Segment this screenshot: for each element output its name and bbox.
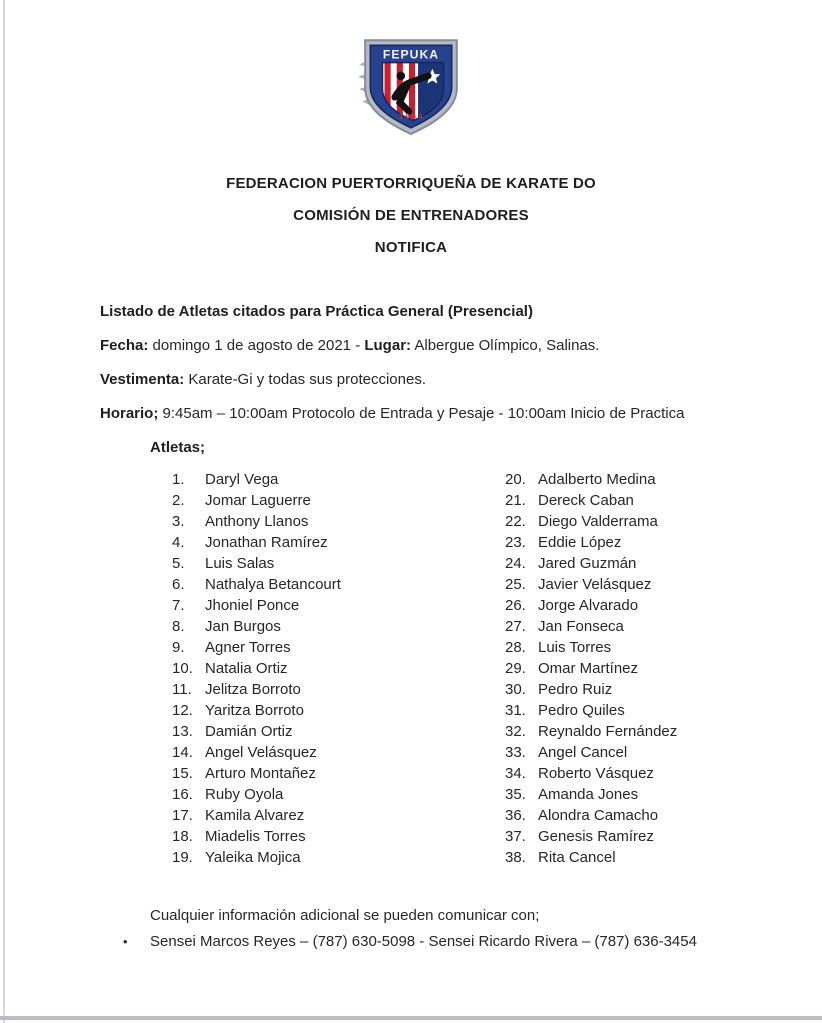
contact-text: Sensei Marcos Reyes – (787) 630-5098 - Sensei Ricardo Rivera – (787) 636-3454	[150, 933, 697, 950]
athlete-number: 5.	[172, 555, 185, 572]
list-item	[172, 721, 505, 742]
athlete-name: Pedro Quiles	[538, 702, 625, 719]
scan-edge-bottom	[0, 1016, 822, 1020]
fecha-lugar-line	[100, 336, 726, 356]
athlete-name: Yaritza Borroto	[205, 702, 304, 719]
athlete-number: 13.	[172, 723, 193, 740]
athlete-number: 3.	[172, 513, 185, 530]
athlete-name: Jhoniel Ponce	[205, 597, 300, 614]
list-item	[172, 553, 505, 574]
athlete-name: Jan Burgos	[205, 618, 281, 635]
list-item	[505, 553, 677, 574]
federation-title: FEDERACION PUERTORRIQUEÑA DE KARATE DO	[226, 175, 596, 192]
athlete-name: Pedro Ruiz	[538, 681, 613, 698]
list-item	[172, 490, 505, 511]
fecha-value: domingo 1 de agosto de 2021 -	[148, 337, 365, 354]
athlete-name: Luis Salas	[205, 555, 275, 572]
list-item	[505, 595, 677, 616]
athlete-name: Jared Guzmán	[538, 555, 637, 572]
athlete-number: 15.	[172, 765, 193, 782]
list-item	[505, 784, 677, 805]
vestimenta-line	[100, 370, 726, 390]
athlete-name: Damián Ortiz	[205, 723, 293, 740]
athlete-number: 36.	[505, 807, 526, 824]
list-item	[505, 742, 677, 763]
athlete-number: 22.	[505, 513, 526, 530]
additional-info-line: Cualquier información adicional se pueden comunicar con;	[150, 907, 540, 924]
athlete-name: Angel Cancel	[538, 744, 628, 761]
athlete-name: Javier Velásquez	[538, 576, 652, 593]
athlete-name: Arturo Montañez	[205, 765, 316, 782]
list-item	[172, 532, 505, 553]
athlete-number: 1.	[172, 471, 185, 488]
athlete-number: 19.	[172, 849, 193, 866]
list-item	[505, 805, 677, 826]
athlete-name: Yaleika Mojica	[205, 849, 301, 866]
list-item	[172, 574, 505, 595]
athlete-number: 32.	[505, 723, 526, 740]
list-item	[172, 511, 505, 532]
athlete-number: 4.	[172, 534, 185, 551]
fecha-label: Fecha:	[100, 337, 149, 354]
list-item	[172, 826, 505, 847]
logo-year: 1964	[399, 112, 426, 121]
athlete-number: 28.	[505, 639, 526, 656]
list-item	[172, 700, 505, 721]
athlete-name: Reynaldo Fernández	[538, 723, 678, 740]
bullet-icon: •	[123, 934, 128, 949]
list-item	[172, 595, 505, 616]
athletes-list	[172, 469, 726, 868]
athletes-column-2	[505, 469, 677, 868]
document-header	[0, 174, 822, 258]
athlete-name: Eddie López	[538, 534, 622, 551]
athletes-column-1	[172, 469, 505, 868]
list-item	[505, 511, 677, 532]
athlete-number: 11.	[172, 681, 192, 698]
athlete-number: 20.	[505, 471, 526, 488]
athlete-number: 6.	[172, 576, 185, 593]
athlete-name: Rita Cancel	[538, 849, 616, 866]
athlete-number: 24.	[505, 555, 526, 572]
athlete-name: Roberto Vásquez	[538, 765, 654, 782]
athlete-name: Angel Velásquez	[205, 744, 317, 761]
athlete-name: Adalberto Medina	[538, 471, 656, 488]
athlete-name: Agner Torres	[205, 639, 291, 656]
notice-footer	[100, 906, 726, 952]
list-item	[172, 637, 505, 658]
athlete-number: 16.	[172, 786, 193, 803]
athlete-name: Dereck Caban	[538, 492, 634, 509]
scan-edge-left	[3, 0, 5, 1023]
athlete-number: 14.	[172, 744, 193, 761]
commission-title: COMISIÓN DE ENTRENADORES	[293, 207, 529, 224]
contact-line	[123, 932, 726, 952]
athlete-number: 2.	[172, 492, 185, 509]
athlete-name: Diego Valderrama	[538, 513, 658, 530]
vestimenta-value: Karate-Gi y todas sus protecciones.	[184, 371, 426, 388]
list-item	[172, 805, 505, 826]
athlete-number: 34.	[505, 765, 526, 782]
list-item	[505, 532, 677, 553]
list-item	[505, 658, 677, 679]
notice-title: Listado de Atletas citados para Práctica General (Presencial)	[100, 303, 533, 320]
athlete-number: 35.	[505, 786, 526, 803]
list-item	[172, 742, 505, 763]
list-item	[505, 763, 677, 784]
horario-value: 9:45am – 10:00am Protocolo de Entrada y Pesaje - 10:00am Inicio de Practica	[158, 405, 685, 422]
list-item	[505, 700, 677, 721]
list-item	[505, 469, 677, 490]
athlete-number: 12.	[172, 702, 193, 719]
list-item	[505, 490, 677, 511]
athlete-name: Miadelis Torres	[205, 828, 306, 845]
athlete-number: 25.	[505, 576, 526, 593]
atletas-label: Atletas;	[150, 439, 206, 456]
athlete-number: 18.	[172, 828, 193, 845]
athlete-name: Natalia Ortiz	[205, 660, 288, 677]
athlete-number: 37.	[505, 828, 526, 845]
lugar-value: Albergue Olímpico, Salinas.	[411, 337, 600, 354]
list-item	[172, 616, 505, 637]
notice-body	[100, 302, 726, 868]
list-item	[505, 679, 677, 700]
athlete-name: Jomar Laguerre	[205, 492, 311, 509]
vestimenta-label: Vestimenta:	[100, 371, 185, 388]
logo-acronym: FEPUKA	[382, 47, 440, 62]
athlete-number: 7.	[172, 597, 185, 614]
athlete-number: 31.	[505, 702, 526, 719]
athlete-number: 26.	[505, 597, 526, 614]
list-item	[505, 847, 677, 868]
athlete-name: Jonathan Ramírez	[205, 534, 328, 551]
athlete-number: 9.	[172, 639, 185, 656]
list-item	[505, 574, 677, 595]
list-item	[172, 763, 505, 784]
list-item	[172, 847, 505, 868]
list-item	[172, 658, 505, 679]
horario-line	[100, 404, 726, 424]
athlete-name: Jan Fonseca	[538, 618, 624, 635]
horario-label: Horario;	[100, 405, 159, 422]
athlete-name: Omar Martínez	[538, 660, 639, 677]
athlete-name: Luis Torres	[538, 639, 612, 656]
list-item	[505, 721, 677, 742]
athlete-name: Nathalya Betancourt	[205, 576, 341, 593]
federation-logo	[0, 28, 822, 140]
list-item	[505, 826, 677, 847]
athlete-number: 8.	[172, 618, 185, 635]
list-item	[172, 784, 505, 805]
athlete-number: 33.	[505, 744, 526, 761]
athlete-name: Anthony Llanos	[205, 513, 309, 530]
notice-word: NOTIFICA	[374, 239, 448, 256]
lugar-label: Lugar:	[364, 337, 412, 354]
athlete-name: Genesis Ramírez	[538, 828, 654, 845]
athlete-name: Ruby Oyola	[205, 786, 284, 803]
athlete-number: 29.	[505, 660, 526, 677]
athlete-number: 23.	[505, 534, 526, 551]
athlete-number: 30.	[505, 681, 526, 698]
athlete-name: Jelitza Borroto	[205, 681, 301, 698]
athlete-number: 27.	[505, 618, 526, 635]
list-item	[172, 679, 505, 700]
list-item	[505, 637, 677, 658]
athlete-name: Alondra Camacho	[538, 807, 659, 824]
list-item	[172, 469, 505, 490]
list-item	[505, 616, 677, 637]
athlete-number: 38.	[505, 849, 526, 866]
shield-logo-icon	[355, 28, 467, 140]
athlete-name: Amanda Jones	[538, 786, 639, 803]
athlete-number: 21.	[505, 492, 526, 509]
athlete-name: Daryl Vega	[205, 471, 279, 488]
athlete-name: Jorge Alvarado	[538, 597, 639, 614]
athlete-name: Kamila Alvarez	[205, 807, 305, 824]
athlete-number: 10.	[172, 660, 193, 677]
athlete-number: 17.	[172, 807, 193, 824]
